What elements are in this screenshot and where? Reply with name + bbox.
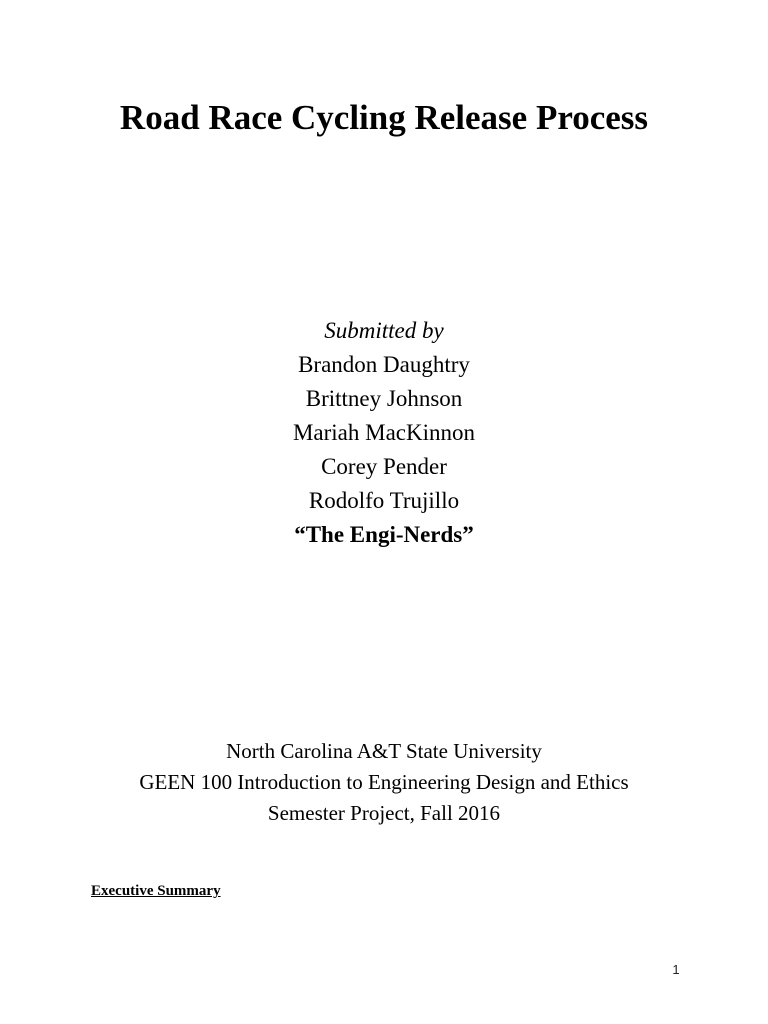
author-name: Corey Pender [321,454,447,479]
project-term: Semester Project, Fall 2016 [267,801,501,825]
university-name: North Carolina A&T State University [226,739,542,763]
author-name: Brittney Johnson [305,386,463,411]
author-name: Brandon Daughtry [298,352,470,377]
executive-summary-heading: Executive Summary [91,883,221,899]
page-number: 1 [672,962,680,977]
affiliation-block [0,736,768,829]
page-title: Road Race Cycling Release Process [119,98,649,137]
submitted-by-label: Submitted by [324,318,444,343]
author-name: Mariah MacKinnon [292,420,476,445]
author-block [0,314,768,552]
author-name: Rodolfo Trujillo [308,488,460,513]
course-name: GEEN 100 Introduction to Engineering Design and Ethics [139,770,629,794]
team-name: “The Engi-Nerds” [294,522,474,547]
